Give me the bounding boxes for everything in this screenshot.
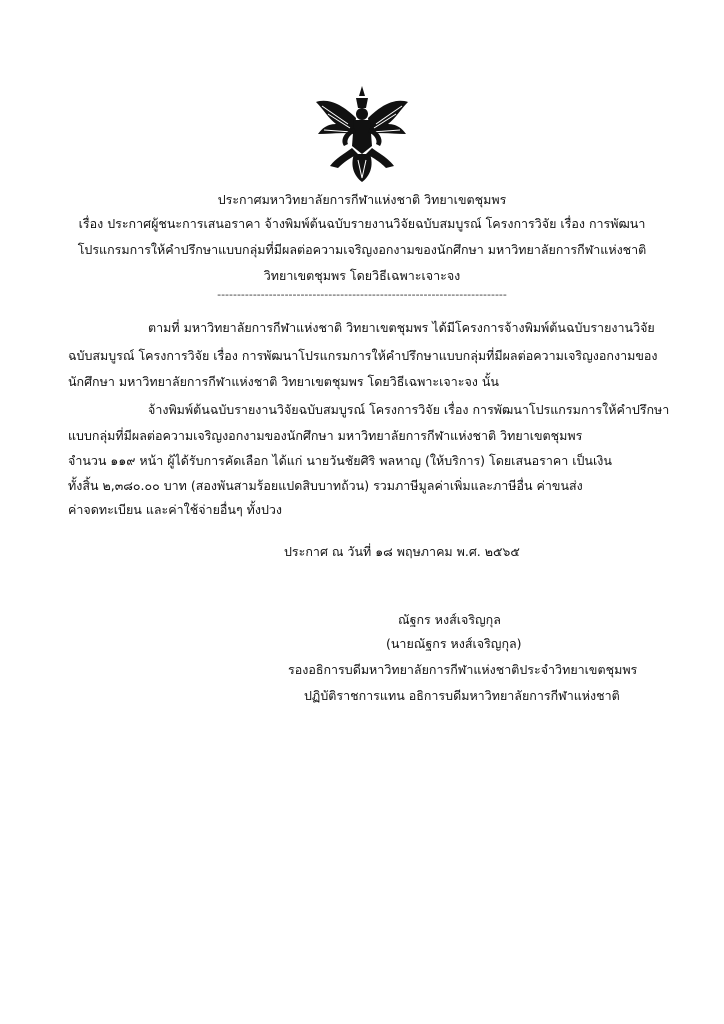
subject-line: วิทยาเขตชุมพร โดยวิธีเฉพาะเจาะจง (263, 268, 461, 283)
signed-name: ณัฐกร หงส์เจริญกุล (398, 612, 501, 627)
paragraph-line: นักศึกษา มหาวิทยาลัยการกีฬาแห่งชาติ วิทยาเขตชุมพร โดยวิธีเฉพาะเจาะจง นั้น (68, 374, 499, 389)
garuda-emblem-icon (314, 84, 410, 184)
document-title: ประกาศมหาวิทยาลัยการกีฬาแห่งชาติ วิทยาเขตชุมพร (217, 192, 507, 207)
paragraph-line: ฉบับสมบูรณ์ โครงการวิจัย เรื่อง การพัฒนาโปรแกรมการให้คำปรึกษาแบบกลุ่มที่มีผลต่อความเจริญงอกงามของ (68, 348, 658, 363)
announce-date: ประกาศ ณ วันที่ ๑๘ พฤษภาคม พ.ศ. ๒๕๖๕ (284, 544, 520, 559)
signatory-acting-for: ปฏิบัติราชการแทน อธิการบดีมหาวิทยาลัยการกีฬาแห่งชาติ (304, 688, 620, 703)
subject-line: เรื่อง ประกาศผู้ชนะการเสนอราคา จ้างพิมพ์ต้นฉบับรายงานวิจัยฉบับสมบูรณ์ โครงการวิจัย เรื่อง การพัฒนา (78, 216, 646, 231)
paragraph-line: จ้างพิมพ์ต้นฉบับรายงานวิจัยฉบับสมบูรณ์ โครงการวิจัย เรื่อง การพัฒนาโปรแกรมการให้คำปรึกษา (148, 402, 670, 417)
signatory-full-name: (นายณัฐกร หงส์เจริญกุล) (386, 636, 522, 651)
subject-line: โปรแกรมการให้คำปรึกษาแบบกลุ่มที่มีผลต่อความเจริญงอกงามของนักศึกษา มหาวิทยาลัยการกีฬาแห่งชาติ (77, 242, 647, 257)
paragraph-line: ค่าจดทะเบียน และค่าใช้จ่ายอื่นๆ ทั้งปวง (68, 502, 283, 517)
signatory-position: รองอธิการบดีมหาวิทยาลัยการกีฬาแห่งชาติประจำวิทยาเขตชุมพร (288, 662, 638, 677)
divider-line: ------------------------------------------------------------------------- (217, 288, 507, 301)
paragraph-line: ทั้งสิ้น ๒,๓๘๐.๐๐ บาท (สองพันสามร้อยแปดสิบบาทถ้วน) รวมภาษีมูลค่าเพิ่มและภาษีอื่น ค่าขนส่ง (68, 478, 583, 493)
paragraph-line: ตามที่ มหาวิทยาลัยการกีฬาแห่งชาติ วิทยาเขตชุมพร ได้มีโครงการจ้างพิมพ์ต้นฉบับรายงานวิจัย (148, 320, 655, 335)
paragraph-line: จำนวน ๑๑๙ หน้า ผู้ได้รับการคัดเลือก ได้แก่ นายวันชัยศิริ พลหาญ (ให้บริการ) โดยเสนอราคา เป็นเงิน (68, 453, 612, 468)
paragraph-line: แบบกลุ่มที่มีผลต่อความเจริญงอกงามของนักศึกษา มหาวิทยาลัยการกีฬาแห่งชาติ วิทยาเขตชุมพร (68, 428, 583, 443)
